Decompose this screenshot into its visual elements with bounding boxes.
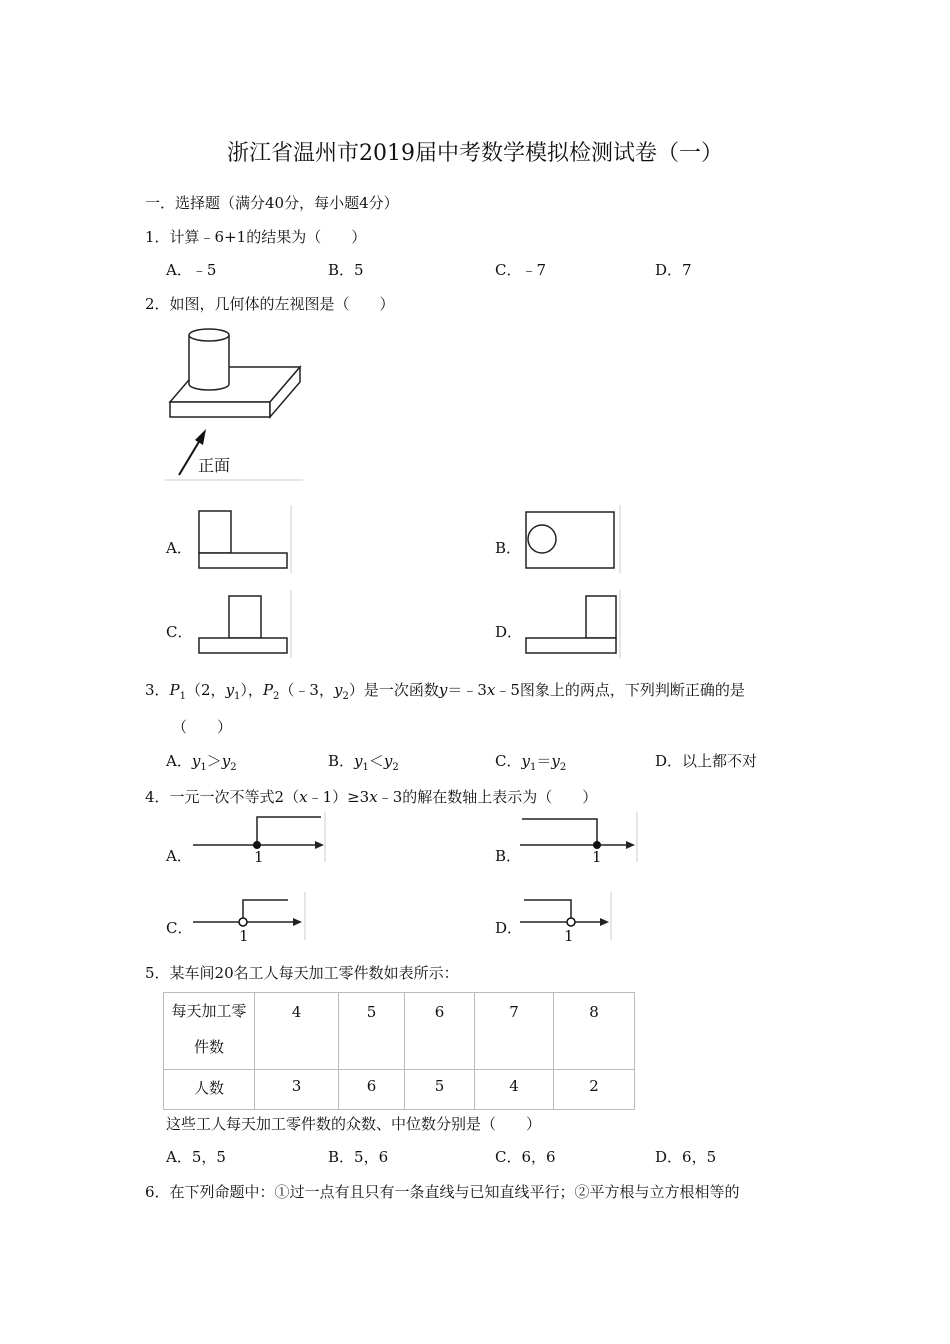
q5-question: 这些工人每天加工零件数的众数、中位数分别是（ ） [166,1115,542,1133]
table-cell: 7 [475,993,554,1070]
q5-table [163,992,635,1110]
q3-stem: 3．$P_1(2$，$y_1$），$P_2(﹣3$，$y_2$）是一次函数y＝﹣3x﹣5图象上的两点，下列判断正确的是 [145,681,745,702]
q1-option-b: B．5 [328,261,364,279]
q2-solid-figure [165,325,305,481]
q3-option-c: C．$y_1=y_2$ [495,752,567,773]
q5-option-d: D．6，5 [655,1148,717,1166]
table-cell: 8 [554,993,635,1070]
section-heading: 一．选择题（满分40分，每小题4分） [145,194,399,212]
q5-option-b: B．5，6 [328,1148,389,1166]
q1-option-c: C．﹣7 [495,261,547,279]
table-cell: 6 [339,1070,405,1110]
table-header-cell: 每天加工零件数 [164,993,255,1070]
q4-option-d-letter: D． [495,919,523,937]
q2-option-a-letter: A． [166,539,192,557]
q4-option-b-numberline [520,812,640,867]
q4-option-d-tick: 1 [564,927,574,945]
q4-option-b-letter: B． [495,847,522,865]
q5-stem: 5．某车间20名工人每天加工零件数如表所示： [145,964,459,982]
table-cell: 4 [255,993,339,1070]
q4-option-c-letter: C． [166,919,193,937]
q2-option-c-figure [193,590,293,660]
table-row [164,1070,635,1110]
q2-front-label: 正面 [198,456,231,475]
table-header-cell: 人数 [164,1070,255,1110]
q4-stem: 4．一元一次不等式2（x﹣1）≥3x﹣3的解在数轴上表示为（ ） [145,788,598,806]
q3-answer-bracket: （ ） [172,718,233,736]
table-cell: 5 [339,993,405,1070]
q3-option-d: D．以上都不对 [655,752,758,770]
table-cell: 3 [255,1070,339,1110]
table-cell: 2 [554,1070,635,1110]
table-cell: 4 [475,1070,554,1110]
q1-option-a: A．﹣5 [166,261,217,279]
q2-option-d-figure [520,590,622,660]
q3-option-b: B．$y_1<y_2$ [328,752,399,773]
q4-option-a-tick: 1 [254,848,264,866]
q2-option-b-figure [520,505,622,575]
q4-option-c-tick: 1 [239,927,249,945]
q1-stem: 1．计算﹣6+1的结果为（ ） [145,228,367,246]
q2-option-c-letter: C． [166,623,193,641]
q4-option-b-tick: 1 [592,848,602,866]
q5-option-c: C．6，6 [495,1148,556,1166]
q3-option-a: A．$y_1>y_2$ [166,752,237,773]
page-title: 浙江省温州市2019届中考数学模拟检测试卷（一） [227,141,723,166]
table-cell: 5 [405,1070,475,1110]
table-row [164,993,635,1070]
q2-stem: 2．如图，几何体的左视图是（ ） [145,295,395,313]
q2-option-b-letter: B． [495,539,522,557]
q4-option-c-numberline [193,892,308,942]
table-cell: 6 [405,993,475,1070]
q5-option-a: A．5，5 [166,1148,226,1166]
q1-option-d: D．7 [655,261,692,279]
q2-option-d-letter: D． [495,623,523,641]
q4-option-a-letter: A． [166,847,192,865]
q6-stem: 6．在下列命题中：①过一点有且只有一条直线与已知直线平行；②平方根与立方根相等的 [145,1183,740,1201]
q2-option-a-figure [193,505,293,575]
